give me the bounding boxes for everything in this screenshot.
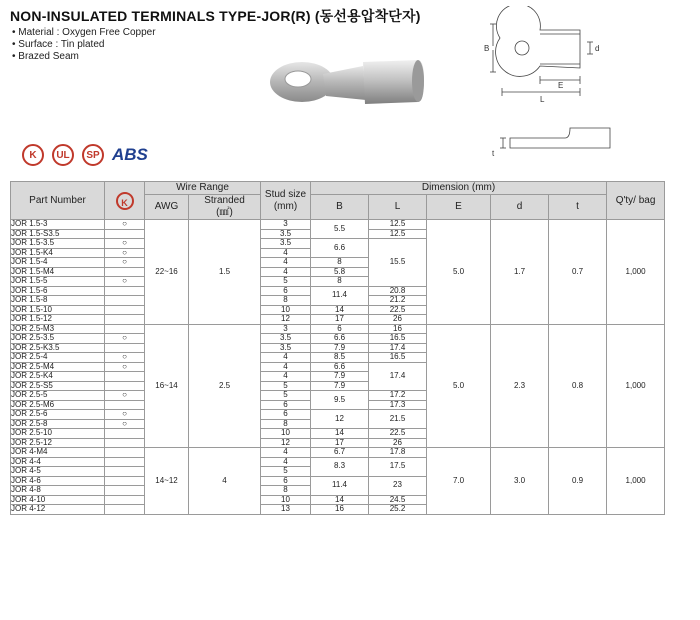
- part-number: JOR 2.5-3.5: [11, 334, 105, 344]
- b-cell: 6.6: [311, 362, 369, 372]
- stud-cell: 4: [261, 372, 311, 382]
- ul-logo: UL: [52, 144, 74, 166]
- header-t: t: [549, 195, 607, 220]
- awg-cell: 14~12: [145, 448, 189, 515]
- stud-cell: 12: [261, 315, 311, 325]
- stud-cell: 10: [261, 305, 311, 315]
- t-cell: 0.8: [549, 324, 607, 448]
- k-mark-cell: ○: [105, 334, 145, 344]
- k-mark-cell: ○: [105, 248, 145, 258]
- stud-cell: 5: [261, 277, 311, 287]
- stud-cell: 4: [261, 248, 311, 258]
- stud-cell: 8: [261, 419, 311, 429]
- stud-cell: 3: [261, 220, 311, 230]
- drawing-label-b: B: [484, 44, 490, 53]
- b-cell: 6.6: [311, 239, 369, 258]
- k-mark-cell: ○: [105, 419, 145, 429]
- l-cell: 16.5: [369, 334, 427, 344]
- k-mark-cell: ○: [105, 353, 145, 363]
- part-number: JOR 2.5-12: [11, 438, 105, 448]
- k-mark-cell: [105, 505, 145, 515]
- l-cell: 26: [369, 438, 427, 448]
- part-number: JOR 2.5-8: [11, 419, 105, 429]
- stud-cell: 5: [261, 391, 311, 401]
- stud-cell: 10: [261, 495, 311, 505]
- part-number: JOR 4-10: [11, 495, 105, 505]
- b-cell: 8.5: [311, 353, 369, 363]
- b-cell: 12: [311, 410, 369, 429]
- part-number: JOR 1.5-10: [11, 305, 105, 315]
- b-cell: 7.9: [311, 372, 369, 382]
- k-mark-icon: K: [116, 192, 134, 210]
- header-wire-range: Wire Range: [145, 182, 261, 195]
- stud-cell: 12: [261, 438, 311, 448]
- awg-cell: 16~14: [145, 324, 189, 448]
- l-cell: 26: [369, 315, 427, 325]
- k-mark-cell: ○: [105, 410, 145, 420]
- b-cell: 6.7: [311, 448, 369, 458]
- stud-cell: 13: [261, 505, 311, 515]
- part-number: JOR 1.5-M4: [11, 267, 105, 277]
- header-b: B: [311, 195, 369, 220]
- part-number: JOR 4-8: [11, 486, 105, 496]
- k-mark-cell: ○: [105, 258, 145, 268]
- part-number: JOR 1.5-3.5: [11, 239, 105, 249]
- part-number: JOR 4-M4: [11, 448, 105, 458]
- drawing-label-d: d: [595, 44, 600, 53]
- l-cell: 25.2: [369, 505, 427, 515]
- stud-cell: 6: [261, 286, 311, 296]
- d-cell: 3.0: [491, 448, 549, 515]
- stud-cell: 3: [261, 324, 311, 334]
- l-cell: 20.8: [369, 286, 427, 296]
- part-number: JOR 1.5-5: [11, 277, 105, 287]
- l-cell: 12.5: [369, 220, 427, 230]
- part-number: JOR 4-4: [11, 457, 105, 467]
- stud-cell: 5: [261, 381, 311, 391]
- k-mark-logo: K: [22, 144, 44, 166]
- l-cell: 17.8: [369, 448, 427, 458]
- b-cell: 7.9: [311, 343, 369, 353]
- part-number: JOR 1.5-12: [11, 315, 105, 325]
- header-part-number: Part Number: [11, 182, 105, 220]
- stud-cell: 4: [261, 362, 311, 372]
- k-mark-cell: ○: [105, 391, 145, 401]
- b-cell: 14: [311, 495, 369, 505]
- l-cell: 17.4: [369, 343, 427, 353]
- l-cell: 12.5: [369, 229, 427, 239]
- b-cell: 8.3: [311, 457, 369, 476]
- l-cell: 15.5: [369, 239, 427, 287]
- part-number: JOR 2.5-5: [11, 391, 105, 401]
- drawing-label-t: t: [492, 149, 495, 158]
- feature-seam: • Brazed Seam: [12, 51, 156, 63]
- dimension-drawing: [470, 6, 640, 166]
- feature-material: • Material : Oxygen Free Copper: [12, 27, 156, 39]
- b-cell: 14: [311, 429, 369, 439]
- l-cell: 22.5: [369, 429, 427, 439]
- k-mark-cell: [105, 296, 145, 306]
- l-cell: 17.5: [369, 457, 427, 476]
- qty-cell: 1,000: [607, 220, 665, 325]
- b-cell: 9.5: [311, 391, 369, 410]
- header-stud-size: Stud size (mm): [261, 182, 311, 220]
- stud-cell: 3.5: [261, 334, 311, 344]
- k-mark-cell: ○: [105, 220, 145, 230]
- page-title: NON-INSULATED TERMINALS TYPE-JOR(R) (동선용압착단자): [10, 8, 421, 24]
- l-cell: 17.3: [369, 400, 427, 410]
- k-mark-cell: [105, 476, 145, 486]
- header-qty: Q'ty/ bag: [607, 182, 665, 220]
- k-mark-cell: ○: [105, 362, 145, 372]
- csa-logo: SP: [82, 144, 104, 166]
- t-cell: 0.7: [549, 220, 607, 325]
- e-cell: 5.0: [427, 324, 491, 448]
- part-number: JOR 4-12: [11, 505, 105, 515]
- stud-cell: 6: [261, 476, 311, 486]
- b-cell: 6.6: [311, 334, 369, 344]
- drawing-label-l: L: [540, 95, 545, 104]
- header-l: L: [369, 195, 427, 220]
- header-e: E: [427, 195, 491, 220]
- stud-cell: 8: [261, 296, 311, 306]
- part-number: JOR 1.5-S3.5: [11, 229, 105, 239]
- b-cell: 5.8: [311, 267, 369, 277]
- k-mark-cell: [105, 495, 145, 505]
- part-number: JOR 2.5-6: [11, 410, 105, 420]
- part-number: JOR 2.5-10: [11, 429, 105, 439]
- feature-list: [12, 27, 156, 63]
- stud-cell: 4: [261, 353, 311, 363]
- b-cell: 16: [311, 505, 369, 515]
- qty-cell: 1,000: [607, 448, 665, 515]
- l-cell: 21.2: [369, 296, 427, 306]
- k-mark-cell: [105, 305, 145, 315]
- b-cell: 11.4: [311, 286, 369, 305]
- header-dimension: Dimension (mm): [311, 182, 607, 195]
- k-mark-cell: [105, 457, 145, 467]
- spec-table: [10, 181, 665, 515]
- part-number: JOR 1.5-6: [11, 286, 105, 296]
- part-number: JOR 2.5-M4: [11, 362, 105, 372]
- part-number: JOR 4-6: [11, 476, 105, 486]
- part-number: JOR 1.5-3: [11, 220, 105, 230]
- abs-logo: ABS: [112, 145, 148, 164]
- terminal-photo: [268, 52, 428, 132]
- stud-cell: 10: [261, 429, 311, 439]
- stud-cell: 6: [261, 400, 311, 410]
- d-cell: 1.7: [491, 220, 549, 325]
- part-number: JOR 4-5: [11, 467, 105, 477]
- stranded-cell: 2.5: [189, 324, 261, 448]
- part-number: JOR 2.5-M6: [11, 400, 105, 410]
- header-k-mark: [105, 182, 145, 220]
- b-cell: 17: [311, 315, 369, 325]
- stud-cell: 3.5: [261, 229, 311, 239]
- k-mark-cell: [105, 448, 145, 458]
- l-cell: 16.5: [369, 353, 427, 363]
- b-cell: 6: [311, 324, 369, 334]
- stranded-cell: 4: [189, 448, 261, 515]
- e-cell: 5.0: [427, 220, 491, 325]
- l-cell: 16: [369, 324, 427, 334]
- feature-surface: • Surface : Tin plated: [12, 39, 156, 51]
- b-cell: 17: [311, 438, 369, 448]
- part-number: JOR 2.5-K4: [11, 372, 105, 382]
- header-awg: AWG: [145, 195, 189, 220]
- stud-cell: 5: [261, 467, 311, 477]
- part-number: JOR 1.5-8: [11, 296, 105, 306]
- l-cell: 22.5: [369, 305, 427, 315]
- stud-cell: 3.5: [261, 343, 311, 353]
- b-cell: 5.5: [311, 220, 369, 239]
- k-mark-cell: [105, 486, 145, 496]
- stud-cell: 4: [261, 448, 311, 458]
- k-mark-cell: [105, 438, 145, 448]
- part-number: JOR 1.5-4: [11, 258, 105, 268]
- l-cell: 24.5: [369, 495, 427, 505]
- t-cell: 0.9: [549, 448, 607, 515]
- stud-cell: 6: [261, 410, 311, 420]
- k-mark-cell: [105, 429, 145, 439]
- qty-cell: 1,000: [607, 324, 665, 448]
- part-number: JOR 2.5-M3: [11, 324, 105, 334]
- l-cell: 23: [369, 476, 427, 495]
- table-row: [11, 448, 665, 458]
- part-number: JOR 1.5-K4: [11, 248, 105, 258]
- part-number: JOR 2.5-4: [11, 353, 105, 363]
- b-cell: 8: [311, 258, 369, 268]
- l-cell: 17.2: [369, 391, 427, 401]
- certification-logos: [22, 144, 148, 166]
- table-row: [11, 220, 665, 230]
- k-mark-cell: [105, 372, 145, 382]
- l-cell: 17.4: [369, 362, 427, 391]
- b-cell: 7.9: [311, 381, 369, 391]
- awg-cell: 22~16: [145, 220, 189, 325]
- header-stranded: Stranded (㎟): [189, 195, 261, 220]
- b-cell: 14: [311, 305, 369, 315]
- b-cell: 11.4: [311, 476, 369, 495]
- k-mark-cell: ○: [105, 239, 145, 249]
- l-cell: 21.5: [369, 410, 427, 429]
- stud-cell: 8: [261, 486, 311, 496]
- part-number: JOR 2.5-S5: [11, 381, 105, 391]
- part-number: JOR 2.5-K3.5: [11, 343, 105, 353]
- k-mark-cell: [105, 467, 145, 477]
- header-d: d: [491, 195, 549, 220]
- stranded-cell: 1.5: [189, 220, 261, 325]
- stud-cell: 4: [261, 267, 311, 277]
- k-mark-cell: [105, 315, 145, 325]
- k-mark-cell: [105, 286, 145, 296]
- stud-cell: 4: [261, 457, 311, 467]
- d-cell: 2.3: [491, 324, 549, 448]
- b-cell: 8: [311, 277, 369, 287]
- stud-cell: 4: [261, 258, 311, 268]
- drawing-label-e: E: [558, 81, 564, 90]
- e-cell: 7.0: [427, 448, 491, 515]
- stud-cell: 3.5: [261, 239, 311, 249]
- k-mark-cell: ○: [105, 277, 145, 287]
